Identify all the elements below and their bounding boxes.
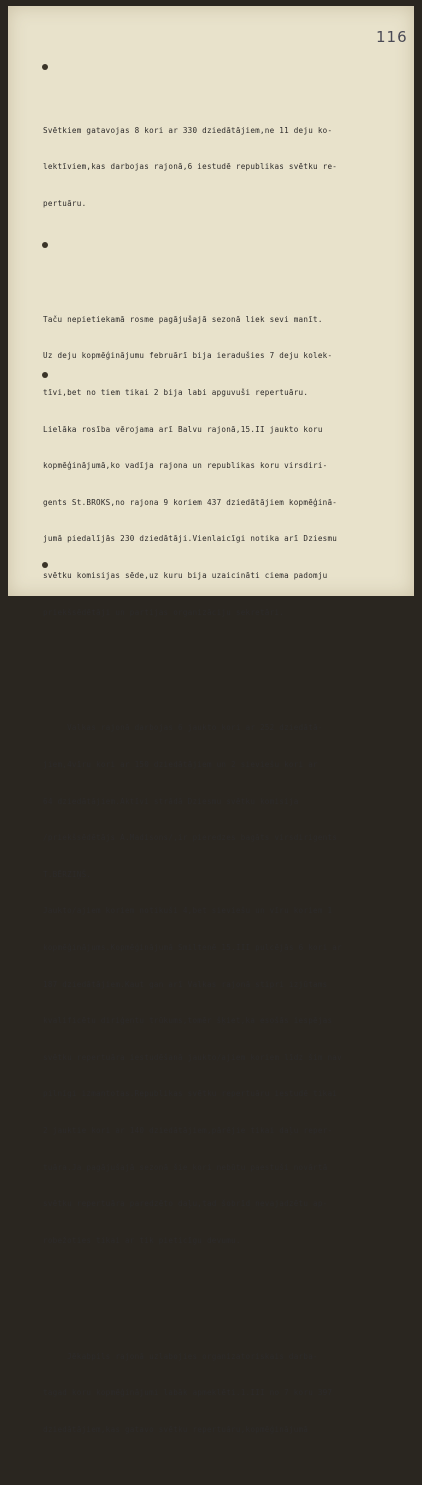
text-line: tīvi,bet no tiem tikai 2 bija labi apguvuši repertuāru. xyxy=(43,388,309,397)
text-line: gents St.BROKS,no rajona 9 koriem 437 dziedātājiem kopmēģinā- xyxy=(43,497,338,507)
text-line: Taču nepietiekamā rosme pagājušajā sezonā liek sevi manīt. xyxy=(43,314,323,324)
document-body xyxy=(43,76,403,1485)
text-line: /priekšsēdētājs A.Madisons/,ir pieredzes bagāts virsdirigents xyxy=(43,833,338,843)
text-line: jumā piedalījās 230 dziedātāji.Vienlaicīgi notika arī Dziesmu xyxy=(43,534,338,544)
text-line: T.BĒRZIŅŠ. xyxy=(43,869,92,879)
text-line: tagad koru kopmēģinājumi labāk apmeklēti.1.III no 7 koru 397 xyxy=(43,1388,333,1398)
text-line: robežoties tikai ar tik pieticīgu devumu. xyxy=(43,1235,241,1245)
punch-hole xyxy=(42,64,48,70)
text-line: dziedātājiem,kas gatavo svētku repertuāru,kopmēģinājumā xyxy=(43,1424,309,1434)
document-page xyxy=(8,6,414,1434)
text-line: Uz deju kopmēģinājumu februārī bija ieradušies 7 deju kolek- xyxy=(43,351,333,361)
text-line: svētku komisijas sēde,uz kuru bija uzaicināti ciema padomju xyxy=(43,570,328,580)
text-line: Jēkabpils rajonā uzlabojies organizatoriskais darba- xyxy=(43,1351,318,1361)
text-line: svētku repertuāra paredzēto daļu,tad šobrīd nevajadzētu ap- xyxy=(43,1199,328,1209)
page-number: 116 xyxy=(376,28,408,46)
text-line: svētku repertuāra iestudēšanā jaukto/ajiem koriem līdz šim nav xyxy=(43,1052,342,1062)
paragraph xyxy=(43,1326,403,1460)
text-line: lektīviem,kas darbojas rajonā,6 iestudē republikas svētku re- xyxy=(43,162,338,172)
text-line: tuāra.Ja pagājušajā sezonā šie kori nebūtu paestuši novārtā xyxy=(43,1162,328,1172)
paragraph xyxy=(43,289,403,643)
text-line: kopmēģinājumā,ko vadīja rajona un republikas koru virsdiri- xyxy=(43,461,328,471)
text-line: Valkas rajonā darbojas 6 jaukto kori ar 252 dziedātā- xyxy=(43,723,323,733)
text-line: Svētkiem gatavojas 8 kori ar 330 dziedātājiem,ne 11 deju ko- xyxy=(43,125,333,135)
text-line: pertuāru. xyxy=(43,199,87,208)
text-line: 187 dziedātājiem.Kaut gan arī Valkas rajonā stipri izjūtams xyxy=(43,979,328,989)
text-line: kvalificētu diriģentu trūkums,tomēr šķiet,ka esošās iespējas xyxy=(43,1016,333,1026)
text-line: kopmēģinājums.Kopmēģinājumā Smiltenē 15.III pulcējās 6 kori ar xyxy=(43,942,342,952)
text-line: pilnīgi izmantotas.Republikas svētku repertuāru iestudē tikai xyxy=(43,1089,338,1099)
text-line: priekšsēdētāji un partijas organizāciju sekretāri. xyxy=(43,607,285,617)
text-line: Lielāka rosība vērojama arī Balvu rajonā,15.II jaukto koru xyxy=(43,424,323,434)
text-line: jiem,4vīru kori ar 150 dziedātājiem un 2 sieviešu kori ar xyxy=(43,759,318,769)
paragraph xyxy=(43,698,403,1271)
paragraph xyxy=(43,100,403,234)
text-line: 2 jauktie kori ar 140 dziedātājiem,pārējie tikai daļu reper- xyxy=(43,1125,333,1135)
text-line: 64 dziedātājiem.Aktīvi strādā Dziesmu svētku komisija xyxy=(43,796,299,806)
text-line: Jaukto/ajiem koriem notikuši 4,bet sieviešu un vīru koriem 1 xyxy=(43,906,333,916)
